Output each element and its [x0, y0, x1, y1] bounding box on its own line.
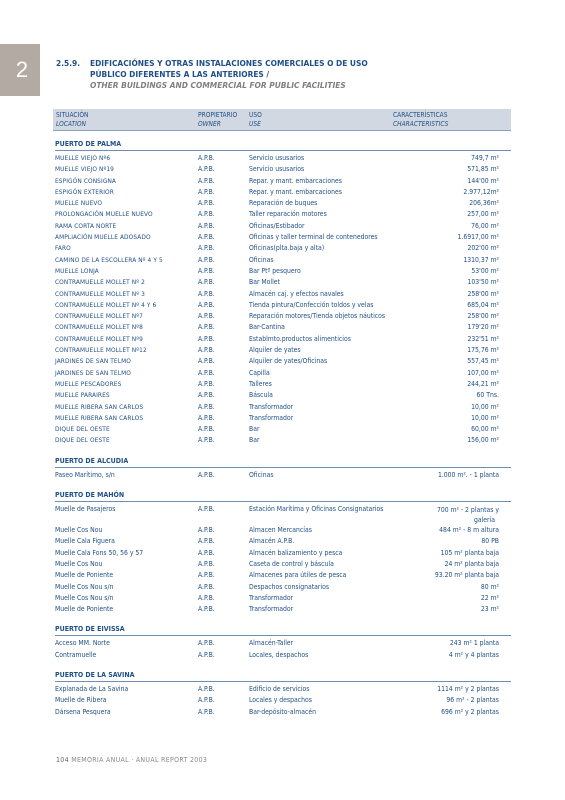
table-row — [55, 470, 511, 481]
table-row — [55, 221, 511, 232]
table-header — [53, 109, 511, 131]
location-cell: FARO — [55, 244, 71, 253]
table-row — [55, 390, 511, 401]
location-cell: CONTRAMUELLE MOLLET Nº8 — [55, 323, 143, 332]
characteristics-cell: 484 m² - 8 m altura — [439, 526, 499, 535]
characteristics-cell: 24 m² planta baja — [444, 559, 499, 568]
footer-text: MEMORIA ANUAL · ANUAL REPORT 2003 — [71, 756, 208, 764]
characteristics-cell: 243 m² 1 planta — [449, 639, 499, 648]
use-cell: Repar. y mant. embarcaciones — [249, 176, 342, 185]
use-cell: Oficinas y taller terminal de contenedores — [249, 233, 378, 242]
location-cell: Muelle de Pasajeros — [55, 505, 116, 514]
use-cell: Servicio ususarios — [249, 154, 305, 162]
use-cell: Almacen Mercancías — [249, 526, 312, 535]
owner-cell: A.P.B. — [198, 255, 215, 264]
use-cell: Alquiler de yates — [249, 346, 301, 355]
location-cell: DIQUE DEL OESTE — [55, 436, 110, 445]
table-row — [55, 379, 511, 390]
owner-cell: A.P.B. — [198, 402, 215, 411]
characteristics-cell: 22 m² — [480, 593, 499, 602]
characteristics-cell: 571,85 m² — [467, 165, 499, 174]
location-cell: MUELLE LONJA — [55, 266, 99, 275]
use-cell: Tienda pintura/Confección toldos y velas — [249, 300, 374, 309]
location-cell: CONTRAMUELLE MOLLET Nº 2 — [55, 278, 145, 287]
use-cell: Oficinas/Estibador — [249, 221, 305, 230]
owner-cell: A.P.B. — [198, 233, 215, 242]
table-row — [55, 435, 511, 446]
use-cell: Almacenes para útiles de pesca — [249, 571, 347, 580]
use-cell: Edificio de servicios — [249, 684, 310, 693]
use-cell: Bar Mollet — [249, 278, 280, 287]
table-row — [55, 277, 511, 288]
location-cell: Muelle de Poniente — [55, 571, 114, 580]
location-cell: MUELLE RIBERA SAN CARLOS — [55, 402, 144, 411]
table-row — [55, 311, 511, 322]
use-cell: Capilla — [249, 368, 270, 377]
chapter-number: 2 — [15, 57, 29, 82]
use-cell: Talleres — [249, 379, 272, 388]
table-row — [55, 232, 511, 243]
owner-cell: A.P.B. — [198, 537, 215, 546]
port-group-title: PUERTO DE EIVISSA — [55, 625, 511, 636]
table-row — [55, 593, 511, 604]
table-row — [55, 650, 511, 661]
table-row — [55, 525, 511, 536]
table-row — [55, 402, 511, 413]
table-row — [55, 559, 511, 570]
owner-cell: A.P.B. — [198, 707, 215, 716]
use-cell: Oficinas — [249, 255, 274, 264]
owner-cell: A.P.B. — [198, 244, 215, 253]
location-cell: AMPLIACIÓN MUELLE ADOSADO — [55, 233, 151, 242]
section-title-line2: PÚBLICO DIFERENTES A LAS ANTERIORES / — [90, 69, 270, 79]
use-cell: Establmto.productos alimenticios — [249, 334, 351, 343]
use-cell: Servicio ususarios — [249, 165, 305, 174]
location-cell: RAMA CORTA NORTE — [55, 221, 117, 230]
use-cell: Almacén A.P.B. — [249, 537, 295, 546]
characteristics-cell: 93.20 m² planta baja — [434, 571, 499, 580]
characteristics-cell: 103'50 m² — [467, 278, 499, 287]
characteristics-cell: 696 m² y 2 plantas — [441, 707, 499, 716]
page-number: 104 — [56, 756, 69, 764]
owner-cell: A.P.B. — [198, 559, 215, 568]
characteristics-line1: 700 m² - 2 plantas y — [436, 506, 499, 515]
table-row — [55, 582, 511, 593]
port-group-title: PUERTO DE PALMA — [55, 140, 511, 151]
characteristics-cell: 232'51 m² — [467, 334, 499, 343]
page-footer — [56, 756, 207, 764]
characteristics-cell: 156,00 m² — [467, 436, 499, 445]
column-header-use: USO USE — [249, 111, 262, 128]
location-cell: MUELLE RIBERA SAN CARLOS — [55, 413, 144, 422]
table-row — [55, 424, 511, 435]
table-row — [55, 198, 511, 209]
location-cell: PROLONGACIÓN MUELLE NUEVO — [55, 210, 153, 219]
use-cell: Taller reparación motores — [249, 210, 327, 219]
characteristics-cell: 60,00 m² — [471, 425, 499, 434]
characteristics-cell: 144'00 m² — [467, 176, 499, 185]
owner-cell: A.P.B. — [198, 300, 215, 309]
owner-cell: A.P.B. — [198, 650, 215, 659]
characteristics-cell: 107,00 m² — [467, 368, 499, 377]
characteristics-cell: 80 PB — [481, 537, 499, 546]
table-row — [55, 322, 511, 333]
use-cell: Repar. y mant. embarcaciones — [249, 187, 342, 196]
port-group — [55, 625, 511, 661]
location-cell: MUELLE NUEVO — [55, 199, 103, 208]
use-cell: Báscula — [249, 391, 273, 400]
owner-cell: A.P.B. — [198, 571, 215, 580]
characteristics-cell: 258'00 m² — [467, 312, 499, 321]
characteristics-cell: 23 m² — [480, 605, 499, 614]
owner-cell: A.P.B. — [198, 379, 215, 388]
characteristics-cell: 1.6917,00 m² — [457, 233, 499, 242]
location-cell: Muelle Cala Fons 50, 56 y 57 — [55, 548, 144, 557]
section-title-line1: EDIFICACIÓNES Y OTRAS INSTALACIONES COMERCIALES O DE USO — [90, 58, 368, 68]
characteristics-cell: 80 m² — [480, 582, 499, 591]
characteristics-cell: 206,36m² — [469, 199, 499, 208]
characteristics-cell: 2.977,12m² — [463, 187, 499, 196]
owner-cell: A.P.B. — [198, 199, 215, 208]
characteristics-cell: 76,00 m² — [471, 221, 499, 230]
characteristics-cell: 258'00 m² — [467, 289, 499, 298]
port-group — [55, 671, 511, 718]
characteristics-cell: 749,7 m² — [471, 154, 499, 162]
location-cell: ESPIGÓN EXTERIOR — [55, 187, 114, 196]
location-cell: Muelle Cos Nou — [55, 526, 103, 535]
location-cell: MUELLE PESCADORES — [55, 379, 122, 388]
chapter-tab — [0, 44, 40, 96]
table-row — [55, 684, 511, 695]
characteristics-cell: 175,76 m² — [467, 346, 499, 355]
owner-cell: A.P.B. — [198, 278, 215, 287]
use-cell: Almacén-Taller — [249, 639, 294, 648]
owner-cell: A.P.B. — [198, 413, 215, 422]
use-cell: Oficinas — [249, 470, 274, 479]
characteristics-cell: 1310,37 m² — [463, 255, 499, 264]
table-row — [55, 266, 511, 277]
use-cell: Bar-depósito-almacén — [249, 707, 317, 716]
characteristics-cell: 96 m² - 2 plantas — [446, 696, 499, 705]
table-row — [55, 209, 511, 220]
table-row — [55, 413, 511, 424]
owner-cell: A.P.B. — [198, 221, 215, 230]
use-cell: Bar — [249, 436, 260, 445]
section-title-english: OTHER BUILDINGS AND COMMERCIAL FOR PUBLIC FACILITIES — [90, 80, 346, 90]
owner-cell: A.P.B. — [198, 210, 215, 219]
location-cell: Paseo Marítimo, s/n — [55, 470, 115, 479]
location-cell: MUELLE VIEJO Nº19 — [55, 165, 114, 174]
location-cell: Explanada de La Savina — [55, 684, 129, 693]
owner-cell: A.P.B. — [198, 391, 215, 400]
use-cell: Almacén balizamiento y pesca — [249, 548, 343, 557]
location-cell: JARDINES DE SAN TELMO — [55, 357, 131, 366]
use-cell: Bar-Cantina — [249, 323, 285, 332]
table-row — [55, 176, 511, 187]
use-cell: Almacén caj. y efectos navales — [249, 289, 344, 298]
owner-cell: A.P.B. — [198, 289, 215, 298]
characteristics-cell: 105 m² planta baja — [440, 548, 499, 557]
owner-cell: A.P.B. — [198, 312, 215, 321]
use-cell: Caseta de control y báscula — [249, 559, 334, 568]
characteristics-cell: 557,45 m² — [467, 357, 499, 366]
table-row — [55, 345, 511, 356]
owner-cell: A.P.B. — [198, 176, 215, 185]
owner-cell: A.P.B. — [198, 639, 215, 648]
port-group — [55, 140, 511, 447]
table-row — [55, 707, 511, 718]
column-header-owner: PROPIETARIO OWNER — [198, 111, 238, 128]
table-row — [55, 536, 511, 547]
use-cell: Locales, despachos — [249, 650, 309, 659]
use-cell: Bar — [249, 425, 260, 434]
table-row — [55, 638, 511, 649]
use-cell: Oficinas(plta.baja y alta) — [249, 244, 325, 253]
location-cell: CAMINO DE LA ESCOLLERA Nº 4 Y 5 — [55, 255, 163, 264]
owner-cell: A.P.B. — [198, 368, 215, 377]
location-cell: MUELLE VIEJO Nº6 — [55, 154, 111, 162]
owner-cell: A.P.B. — [198, 357, 215, 366]
use-cell: Reparación de buques — [249, 199, 318, 208]
owner-cell: A.P.B. — [198, 154, 215, 162]
location-cell: CONTRAMUELLE MOLLET Nº 4 Y 6 — [55, 300, 157, 309]
owner-cell: A.P.B. — [198, 548, 215, 557]
characteristics-cell: 202'00 m² — [467, 244, 499, 253]
use-cell: Transformador — [249, 593, 294, 602]
port-group-title: PUERTO DE MAHÓN — [55, 491, 511, 502]
characteristics-cell: 1114 m² y 2 plantas — [437, 684, 499, 693]
location-cell: Muelle Cala Figuera — [55, 537, 115, 546]
characteristics-cell: 10,00 m² — [471, 413, 499, 422]
section-number: 2.5.9. — [56, 58, 81, 68]
port-group-title: PUERTO DE LA SAVINA — [55, 671, 511, 682]
use-cell: Despachos consignatarios — [249, 582, 330, 591]
location-cell: Acceso MM. Norte — [55, 639, 110, 648]
characteristics-cell — [405, 504, 499, 525]
characteristics-cell: 179'20 m² — [467, 323, 499, 332]
port-group-title: PUERTO DE ALCUDIA — [55, 457, 511, 468]
characteristics-cell: 257,00 m² — [467, 210, 499, 219]
location-cell: DIQUE DEL OESTE — [55, 425, 110, 434]
table-row — [55, 356, 511, 367]
use-cell: Transformador — [249, 402, 294, 411]
location-cell: CONTRAMUELLE MOLLET Nº7 — [55, 312, 143, 321]
table-row — [55, 187, 511, 198]
characteristics-cell: 10,00 m² — [471, 402, 499, 411]
table-row — [55, 368, 511, 379]
use-cell: Transformador — [249, 413, 294, 422]
port-group — [55, 457, 511, 481]
table-row — [55, 570, 511, 581]
owner-cell: A.P.B. — [198, 187, 215, 196]
owner-cell: A.P.B. — [198, 165, 215, 174]
characteristics-cell: 1.000 m². - 1 planta — [437, 470, 499, 479]
column-header-location: SITUACIÓN LOCATION — [56, 111, 89, 128]
characteristics-cell: 60 Tns. — [476, 391, 499, 400]
location-cell: ESPIGÓN CONSIGNA — [55, 176, 117, 185]
owner-cell: A.P.B. — [198, 582, 215, 591]
table-row — [55, 255, 511, 266]
characteristics-cell: 685,04 m² — [467, 300, 499, 309]
use-cell: Alquiler de yates/Oficinas — [249, 357, 328, 366]
table-row — [55, 334, 511, 345]
location-cell: CONTRAMUELLE MOLLET Nº9 — [55, 334, 143, 343]
location-cell: JARDINES DE SAN TELMO — [55, 368, 131, 377]
owner-cell: A.P.B. — [198, 346, 215, 355]
use-cell: Reparación motores/Tienda objetos náuticos — [249, 312, 386, 321]
owner-cell: A.P.B. — [198, 605, 215, 614]
owner-cell: A.P.B. — [198, 323, 215, 332]
owner-cell: A.P.B. — [198, 436, 215, 445]
table-row — [55, 504, 511, 525]
location-cell: CONTRAMUELLE MOLLET Nº 3 — [55, 289, 145, 298]
location-cell: Muelle Cos Nou s/n — [55, 593, 114, 602]
location-cell: Contramuelle — [55, 650, 97, 659]
location-cell: Muelle Cos Nou s/n — [55, 582, 114, 591]
characteristics-cell: 53'00 m² — [471, 266, 499, 275]
owner-cell: A.P.B. — [198, 266, 215, 275]
table-row — [55, 695, 511, 706]
table-row — [55, 300, 511, 311]
table-row — [55, 164, 511, 175]
section-heading — [56, 58, 526, 91]
use-cell: Transformador — [249, 605, 294, 614]
owner-cell: A.P.B. — [198, 425, 215, 434]
column-header-characteristics: CARACTERÍSTICAS CHARACTERISTICS — [393, 111, 449, 128]
owner-cell: A.P.B. — [198, 505, 215, 514]
table-row — [55, 604, 511, 615]
owner-cell: A.P.B. — [198, 526, 215, 535]
owner-cell: A.P.B. — [198, 593, 215, 602]
characteristics-line2: galería — [473, 516, 495, 525]
owner-cell: A.P.B. — [198, 684, 215, 693]
location-cell: MUELLE PARAIRES — [55, 391, 110, 400]
facilities-table — [55, 140, 511, 728]
port-group — [55, 491, 511, 615]
use-cell: Locales y despachos — [249, 696, 312, 705]
table-row — [55, 289, 511, 300]
owner-cell: A.P.B. — [198, 334, 215, 343]
table-row — [55, 243, 511, 254]
location-cell: Muelle de Poniente — [55, 605, 114, 614]
location-cell: CONTRAMUELLE MOLLET Nº12 — [55, 346, 147, 355]
location-cell: Dársena Pesquera — [55, 707, 111, 716]
owner-cell: A.P.B. — [198, 470, 215, 479]
use-cell: Estación Marítima y Oficinas Consignatarios — [249, 505, 384, 514]
location-cell: Muelle de Ribera — [55, 696, 107, 705]
characteristics-cell: 4 m² y 4 plantas — [448, 650, 499, 659]
table-row — [55, 153, 511, 164]
owner-cell: A.P.B. — [198, 696, 215, 705]
use-cell: Bar Ptº pesquero — [249, 266, 301, 275]
location-cell: Muelle Cos Nou — [55, 559, 103, 568]
table-row — [55, 548, 511, 559]
characteristics-cell: 244,21 m² — [467, 379, 499, 388]
